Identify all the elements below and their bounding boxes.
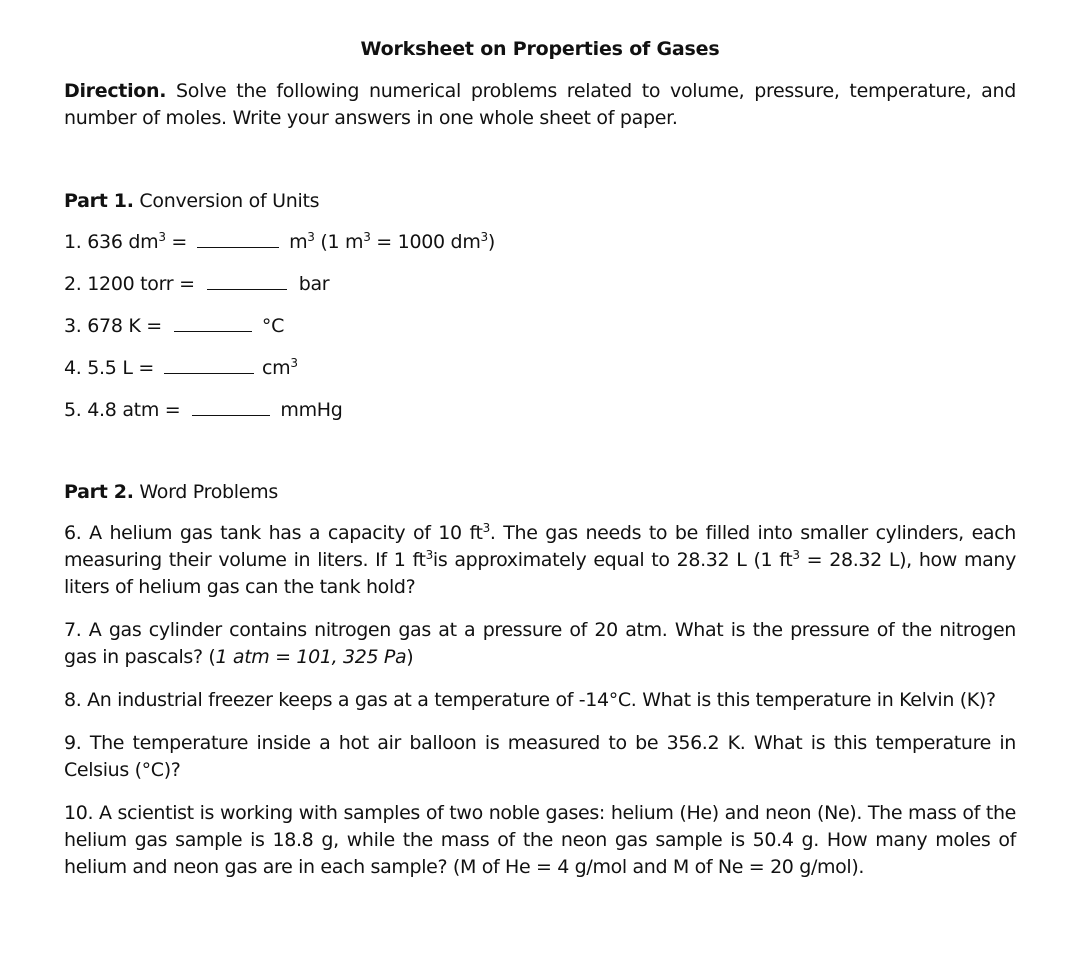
problem-text: 7. A gas cylinder contains nitrogen gas at a pressure of 20 atm. What is the pressure of the nitrogen gas in pascals? ( [64, 619, 1016, 668]
superscript: 3 [363, 230, 371, 244]
word-problems [64, 520, 1016, 881]
part1-label: Part 1. [64, 190, 134, 212]
direction-label: Direction. [64, 80, 167, 102]
conversion-unit: mmHg [280, 399, 343, 421]
superscript: 3 [480, 230, 488, 244]
problem-text: 6. A helium gas tank has a capacity of 10 ft [64, 522, 483, 544]
problem-7 [64, 617, 1016, 671]
conversion-question: 4. 5.5 L = [64, 357, 154, 379]
conversion-item-5 [64, 397, 1016, 439]
direction-paragraph [64, 78, 1016, 132]
superscript: 3 [290, 356, 298, 370]
answer-blank[interactable] [192, 397, 270, 416]
part2-heading-text: Word Problems [139, 481, 278, 503]
conversion-item-2 [64, 271, 1016, 313]
superscript: 3 [792, 548, 800, 562]
part1-heading [64, 188, 1016, 215]
part1-heading-text: Conversion of Units [139, 190, 320, 212]
superscript: 3 [425, 548, 433, 562]
superscript: 3 [482, 521, 490, 535]
answer-blank[interactable] [197, 229, 279, 248]
problem-9: 9. The temperature inside a hot air balloon is measured to be 356.2 K. What is this temperature in Celsius (°C)? [64, 732, 1016, 781]
problem-8: 8. An industrial freezer keeps a gas at a temperature of -14°C. What is this temperature in Kelvin (K)? [64, 689, 996, 711]
problem-text: ) [406, 646, 414, 668]
problem-10: 10. A scientist is working with samples of two noble gases: helium (He) and neon (Ne). The mass of the helium gas sample is 18.8 g, while the mass of the neon gas sample is 50.4 g. How many moles of helium and neon gas are in each sample? (M of He = 4 g/mol and M of Ne = 20 g/mol). [64, 802, 1016, 878]
conversion-note: (1 m [314, 231, 364, 253]
problem-text: = 28.32 L), how many liters of helium gas can the tank hold? [64, 549, 1016, 598]
direction-text: Solve the following numerical problems related to volume, pressure, temperature, and number of moles. Write your answers in one whole sheet of paper. [64, 80, 1016, 129]
problem-text: . The gas needs to be filled into smaller cylinders, each measuring their volume in liters. If 1 ft [64, 522, 1016, 571]
conversion-note: ) [487, 231, 495, 253]
superscript: 3 [158, 230, 166, 244]
conversion-list [64, 229, 1016, 439]
conversion-unit: cm [261, 357, 291, 379]
conversion-question: 1. 636 dm [64, 231, 159, 253]
conversion-unit: °C [261, 315, 285, 337]
answer-blank[interactable] [174, 313, 252, 332]
answer-blank[interactable] [164, 355, 254, 374]
page-title: Worksheet on Properties of Gases [360, 38, 720, 60]
conversion-unit: bar [298, 273, 330, 295]
conversion-question: 3. 678 K = [64, 315, 162, 337]
conversion-item-3 [64, 313, 1016, 355]
conversion-item-1 [64, 229, 1016, 271]
answer-blank[interactable] [207, 271, 287, 290]
conversion-question: 5. 4.8 atm = [64, 399, 181, 421]
superscript: 3 [307, 230, 315, 244]
problem-text: is approximately equal to 28.32 L (1 ft [432, 549, 793, 571]
conversion-item-4 [64, 355, 1016, 397]
part2-heading [64, 479, 1016, 506]
equals-sign: = [165, 231, 188, 253]
conversion-unit: m [289, 231, 308, 253]
conversion-note: = 1000 dm [370, 231, 481, 253]
conversion-factor: 1 atm = 101, 325 Pa [215, 646, 407, 668]
worksheet-page [64, 34, 1016, 897]
conversion-question: 2. 1200 torr = [64, 273, 195, 295]
problem-6 [64, 520, 1016, 601]
part2-label: Part 2. [64, 481, 134, 503]
